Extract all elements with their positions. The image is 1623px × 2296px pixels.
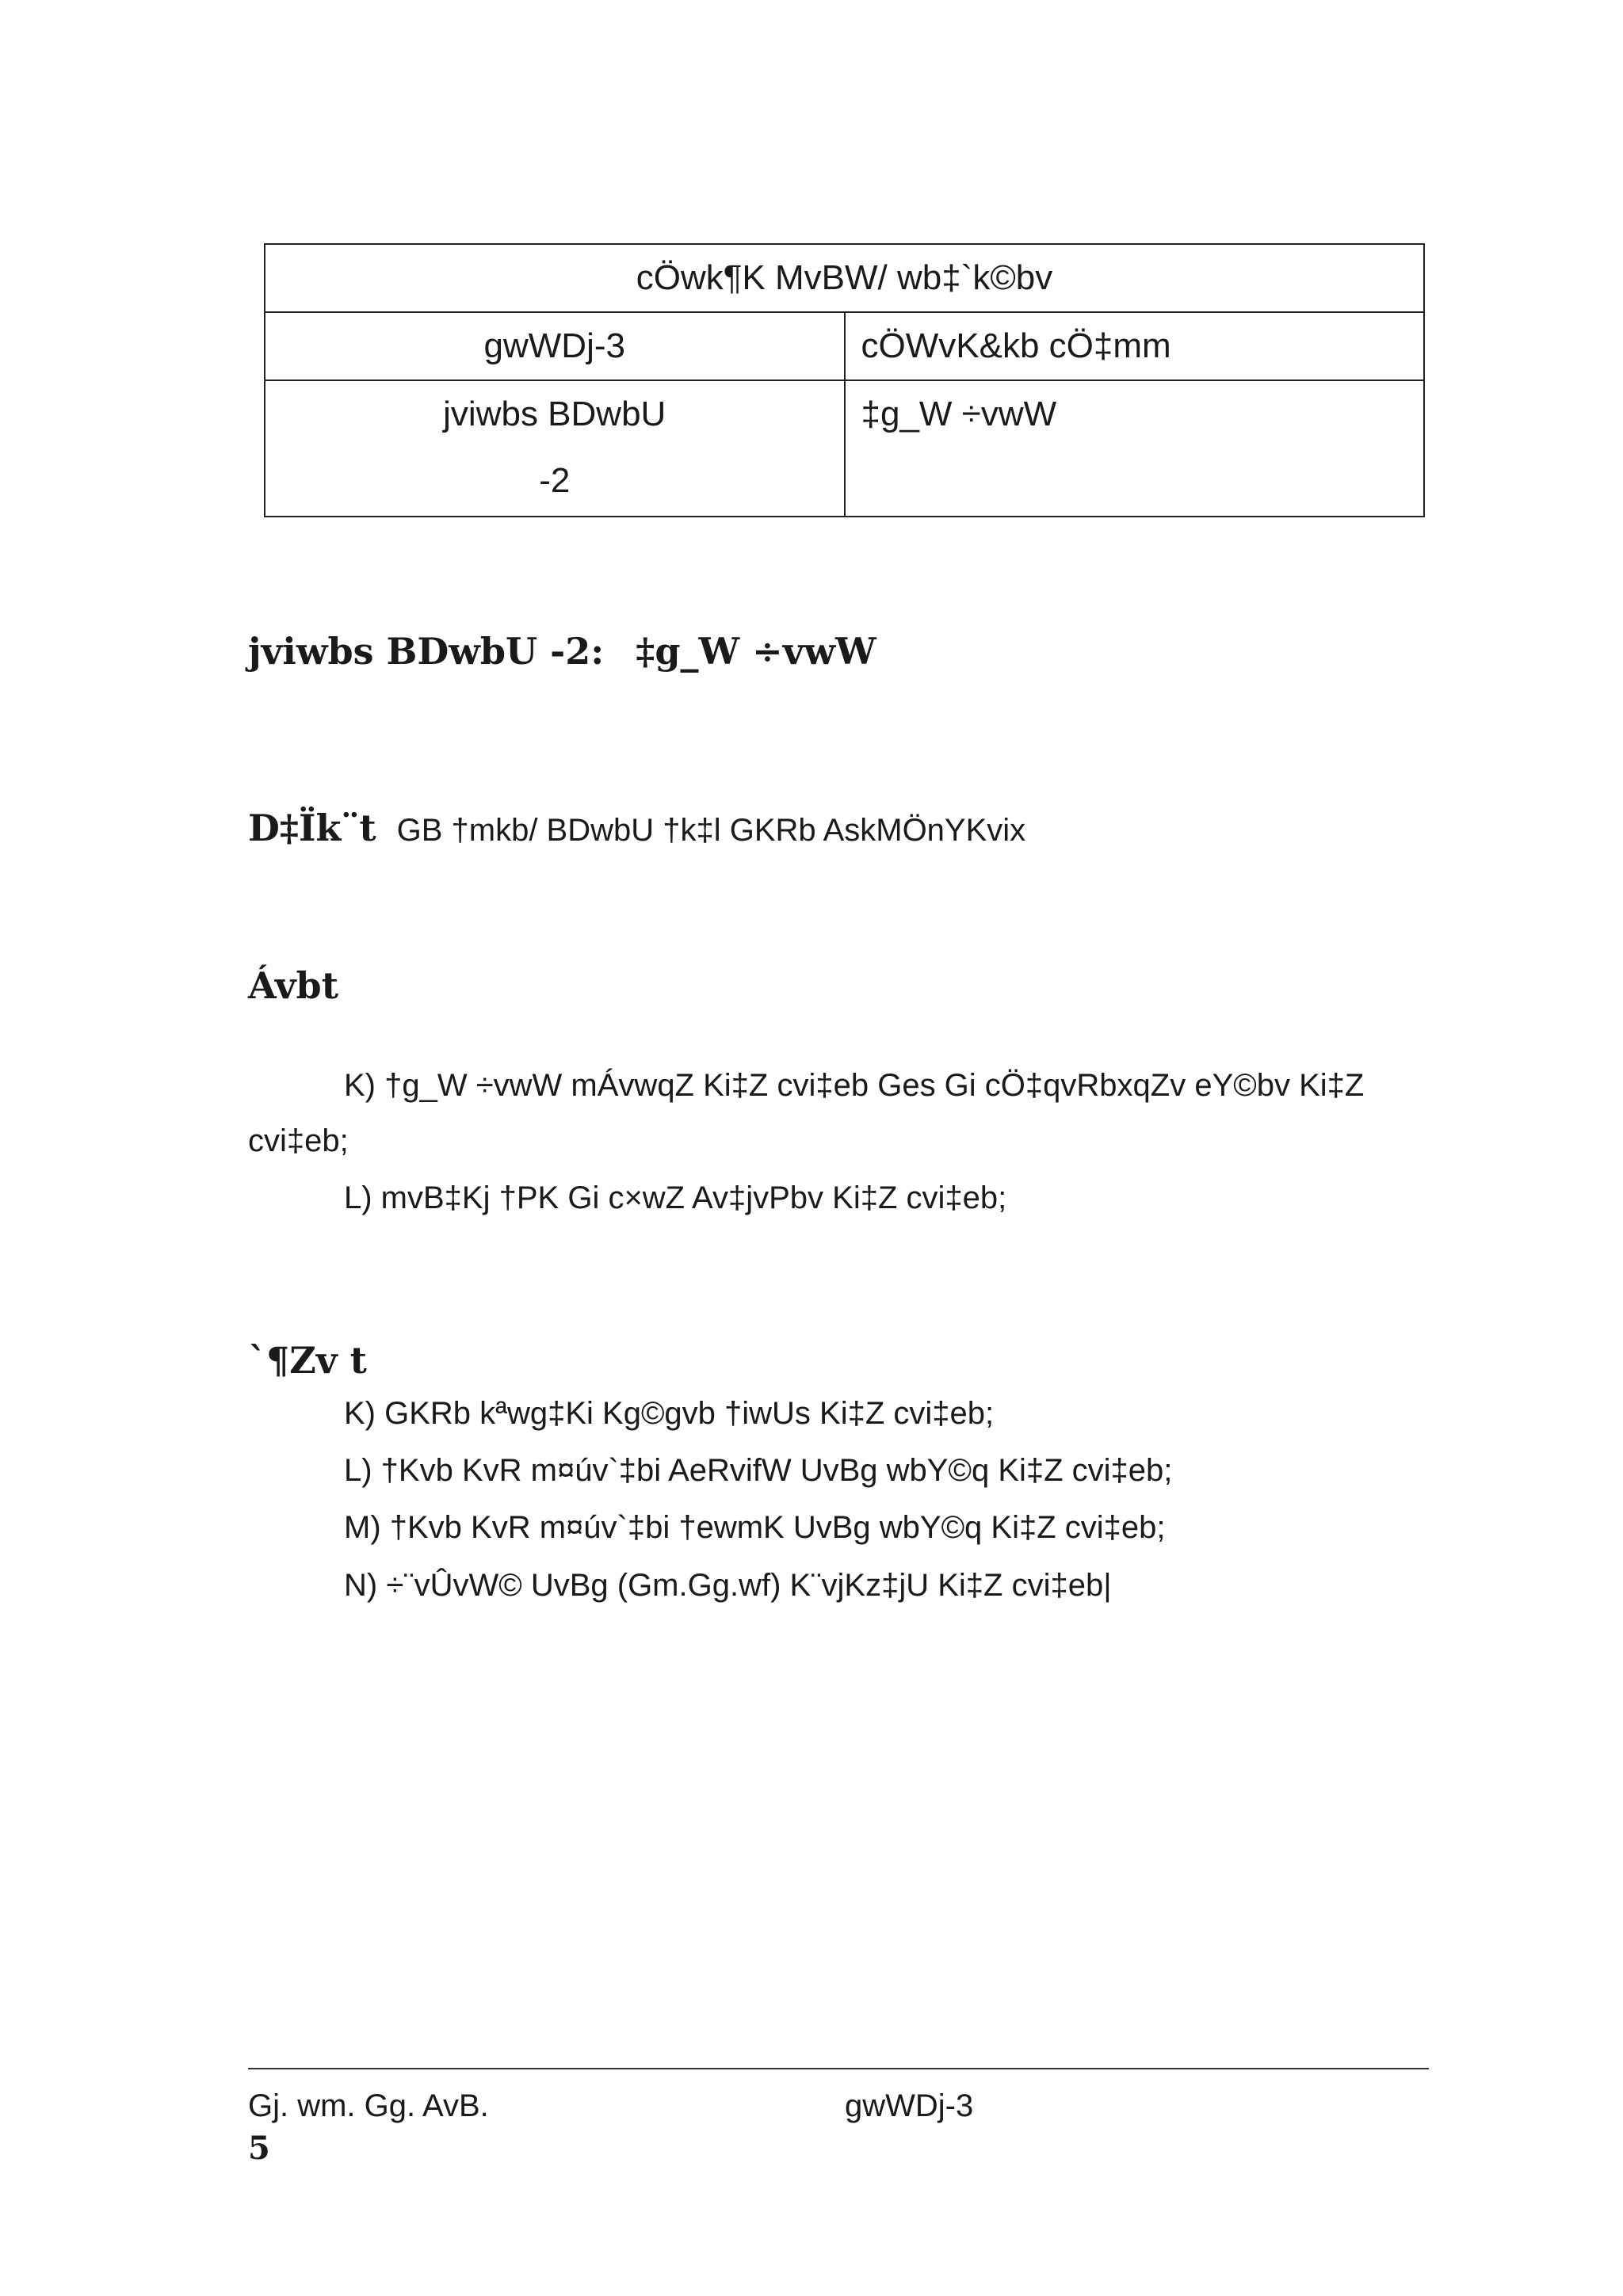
skills-item-2: L) †Kvb KvR m¤úv`‡bi AeRvifW UvBg wbY©q Ki‡Z cvi‡eb; <box>344 1453 1173 1488</box>
footer-divider <box>248 2068 1429 2069</box>
objective-line <box>248 807 1025 849</box>
unit-heading <box>248 630 876 673</box>
footer-organization: Gj. wm. Gg. AvB. <box>248 2088 489 2123</box>
learning-unit-name-cell: ‡g_W ÷vwW <box>845 380 1425 517</box>
objective-label: D‡Ïk¨t <box>248 807 376 849</box>
skills-item-3: M) †Kvb KvR m¤úv`‡bi †ewmK UvBg wbY©q Ki‡Z cvi‡eb; <box>344 1510 1166 1545</box>
knowledge-item-1: K) †g_W ÷vwW mÁvwqZ Ki‡Z cvi‡eb Ges Gi cÖ‡qvRbxqZv eY©bv Ki‡Z <box>344 1068 1365 1103</box>
skills-item-4: N) ÷¨vÛvW© UvBg (Gm.Gg.wf) K¨vjKz‡jU Ki‡Z cvi‡eb| <box>344 1568 1112 1603</box>
objective-text: GB †mkb/ BDwbU †k‡l GKRb AskMÖnYKvix <box>396 813 1026 848</box>
page-number: 5 <box>248 2130 270 2167</box>
unit-heading-title: ‡g_W ÷vwW <box>636 630 876 673</box>
learning-unit-line-1: jviwbs BDwbU <box>443 395 666 433</box>
learning-unit-line-2: -2 <box>539 461 571 500</box>
knowledge-item-2: L) mvB‡Kj †PK Gi c×wZ Av‡jvPbv Ki‡Z cvi‡eb; <box>344 1180 1007 1215</box>
module-name-cell: cÖWvK&kb cÖ‡mm <box>845 312 1425 380</box>
skills-heading: `¶Zv t <box>248 1339 367 1382</box>
header-table <box>264 243 1425 517</box>
knowledge-heading: Ávbt <box>248 964 338 1007</box>
skills-item-1: K) GKRb kªwg‡Ki Kg©gvb †iwUs Ki‡Z cvi‡eb; <box>344 1396 995 1431</box>
footer-module: gwWDj-3 <box>845 2088 974 2123</box>
learning-unit-cell <box>265 380 845 517</box>
knowledge-item-1-cont: cvi‡eb; <box>248 1123 349 1158</box>
unit-heading-label: jviwbs BDwbU -2: <box>248 630 605 673</box>
module-cell: gwWDj-3 <box>265 312 845 380</box>
header-table-title: cÖwk¶K MvBW/ wb‡`k©bv <box>265 244 1424 312</box>
